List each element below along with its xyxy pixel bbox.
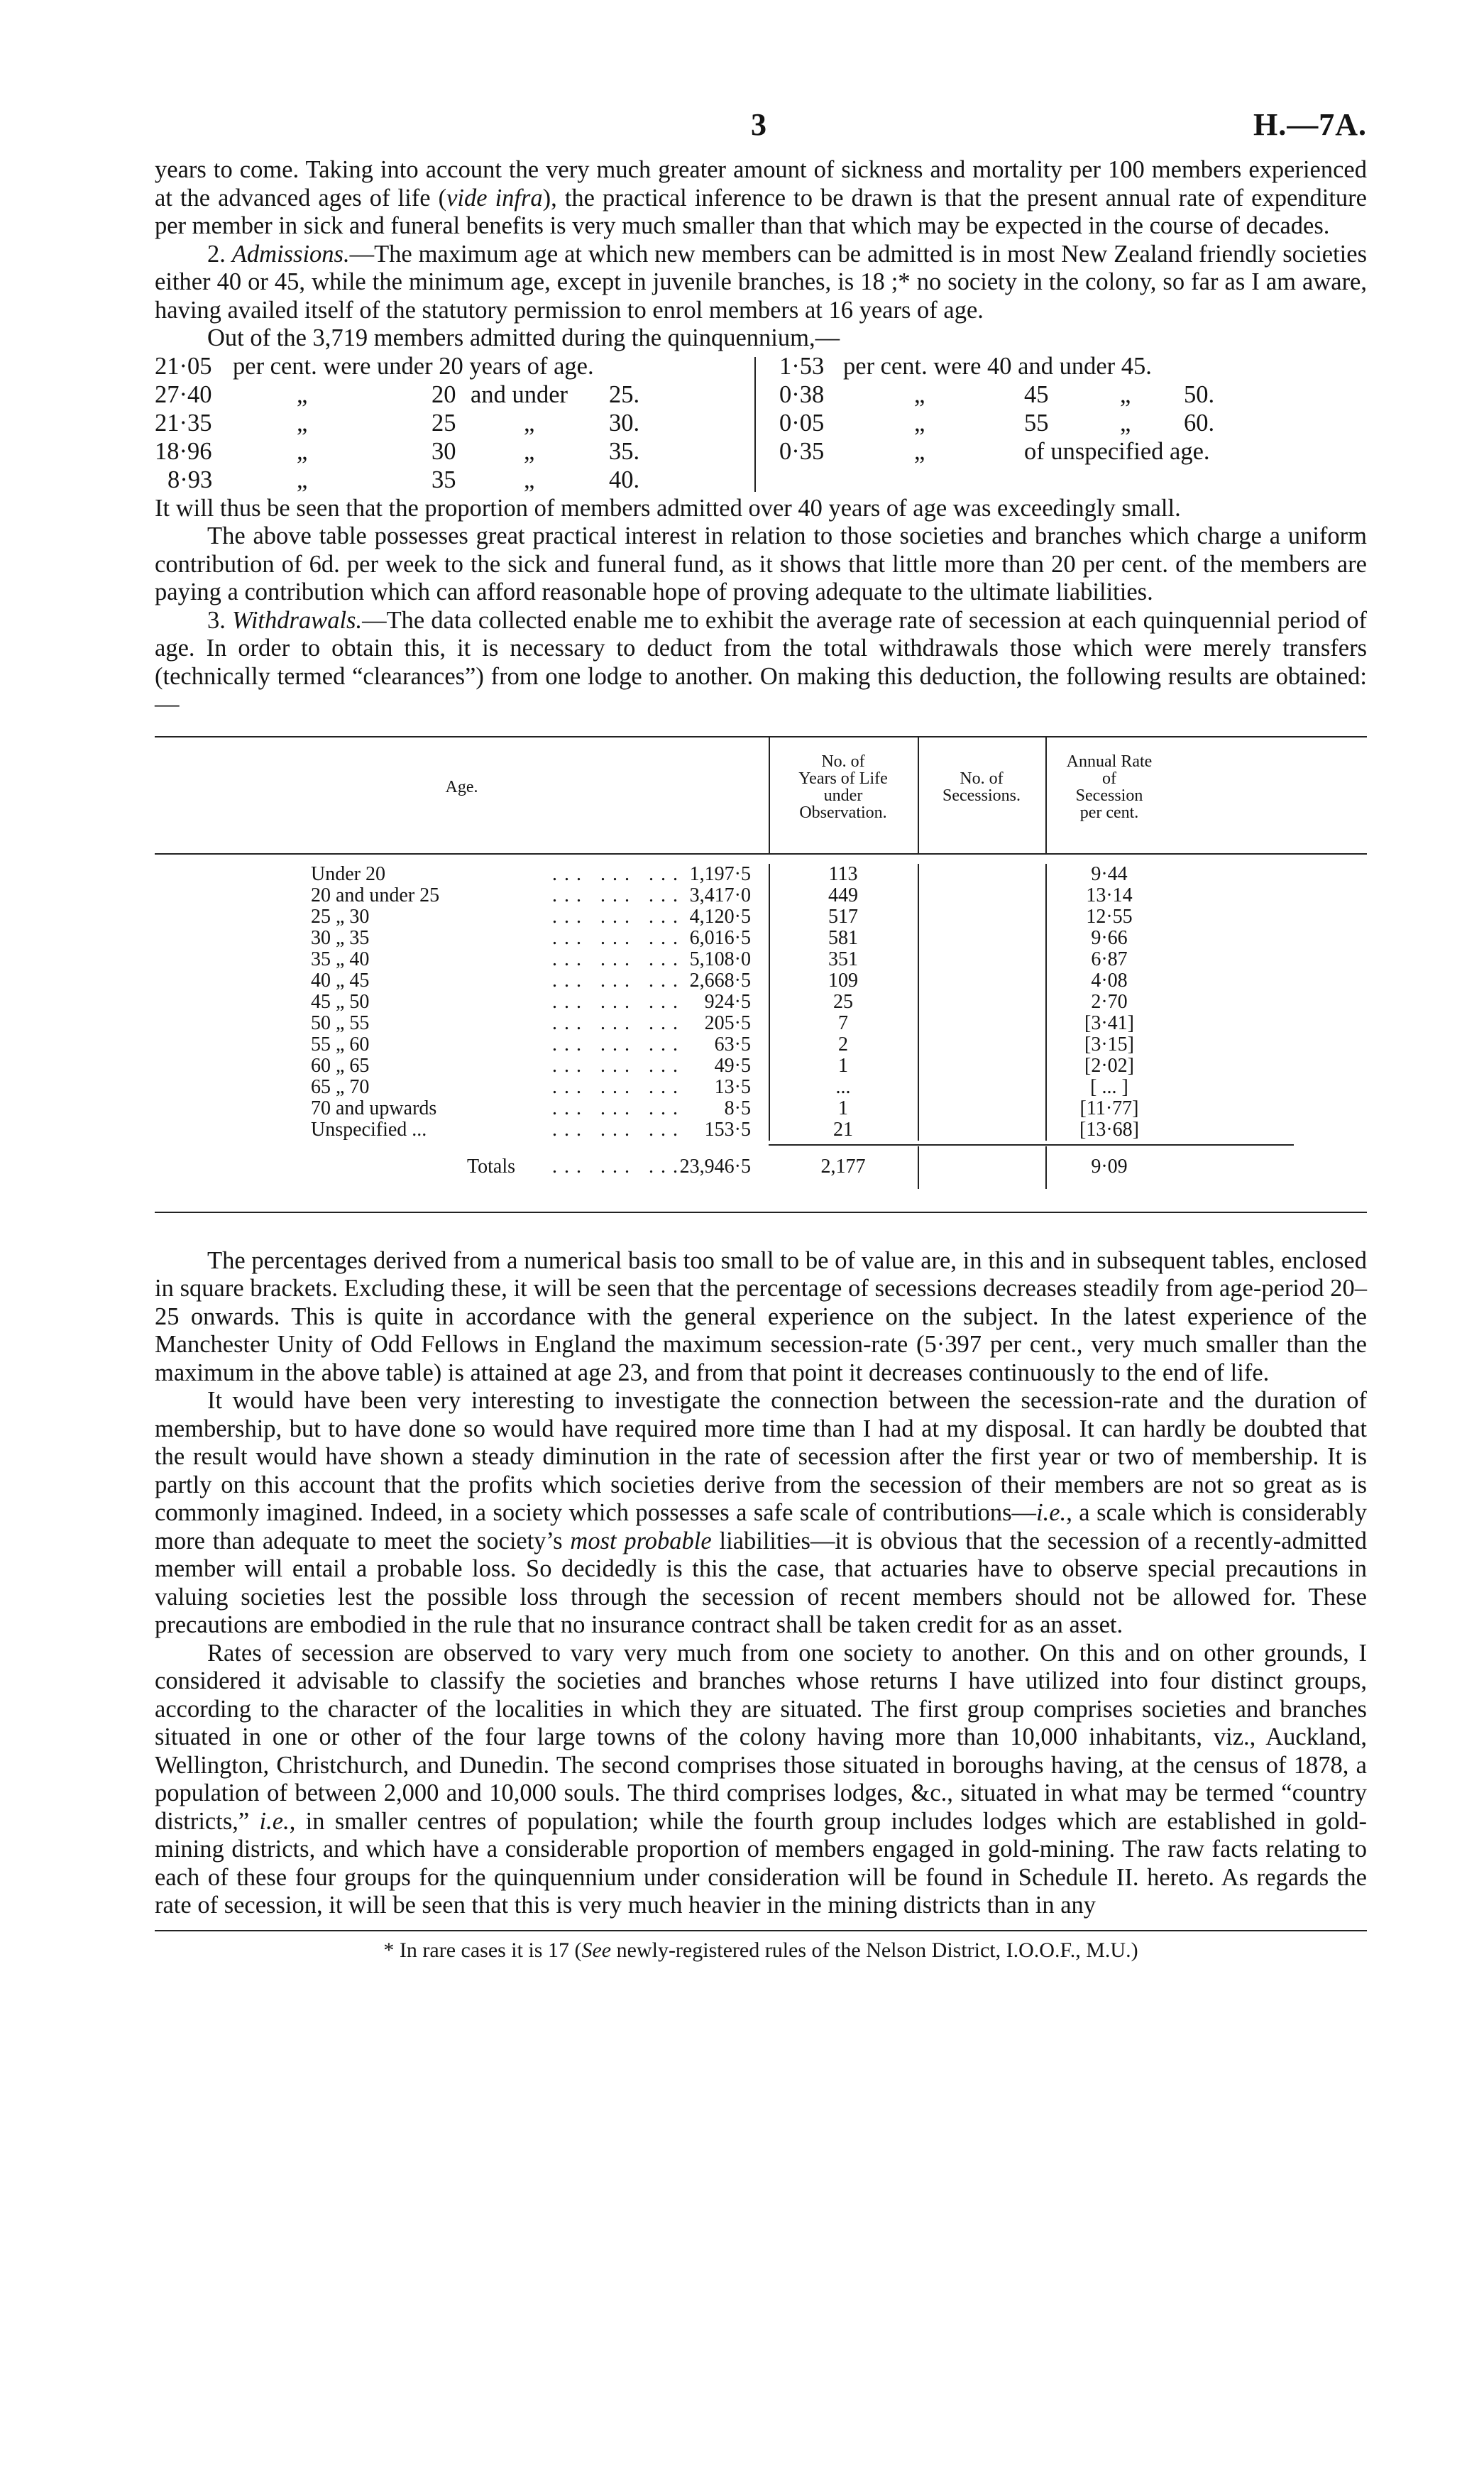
table-row: 55 „ 60 ... ... ... 63·5 2 [3·15] [311,1033,1134,1055]
table-row: 45 „ 50 ... ... ... 924·5 25 2·70 [311,990,1128,1013]
table-row: 30 „ 35 ... ... ... 6,016·5 581 9·66 [311,926,1128,949]
admission-age-table [155,353,1367,495]
brackets-paragraph: The percentages derived from a numerical basis too small to be of value are, in this and in subsequent tables, enclosed in square brackets. Excluding these, it will be seen that the percentage of secessions decreases steadily from age-period 20–25 onwards. This is quite in accordance with the general experience on the subject. In the latest experience of the Manchester Unity of Odd Fellows in England the maximum secession-rate (5·397 per cent., very much smaller than the maximum in the above table) is attained at age 23, and from that point it decreases continuously to the end of life. [155,1246,1367,1386]
admissions-lead: Out of the 3,719 members admitted during the quinquennium,— [207,324,840,351]
secession-table [155,736,1367,1226]
admission-row-right: 0·38 „ 45 „ 50. [779,380,1215,408]
col-header-rate: Annual Rate of Secession per cent. [1066,752,1153,822]
admissions-conclusion: It will thus be seen that the proportion of members admitted over 40 years of age was exceedingly small. [155,494,1181,522]
admission-row-left: 27·40 „ 20 and under 25. [155,380,640,408]
document-reference: H.—7A. [1253,107,1367,142]
admissions-paragraph: 2. Admissions.—The maximum age at which new members can be admitted is in most New Zealand friendly societies either 40 or 45, while the minimum age, except in juvenile branches, is 18 ;* no society in the colony, so far as I am aware, having availed itself of the statutory permission to enrol members at 16 years of age. [155,240,1368,324]
footnote: * In rare cases it is 17 (See newly-registered rules of the Nelson District, I.O.O.F., M.U.) [383,1938,1138,1962]
withdrawals-paragraph: 3. Withdrawals.—The data collected enable me to exhibit the average rate of secession at each quinquennial period of age. In order to obtain this, it is necessary to deduct from the total withdrawals those which were merely transfers (technically termed “clearances”) from one lodge to another. On making this deduction, the following results are obtained:— [155,606,1368,718]
table-row: 40 „ 45 ... ... ... 2,668·5 109 4·08 [311,969,1128,992]
table-bottom-rule [155,1212,1367,1213]
table-row: 70 and upwards ... ... ... 8·5 1 [11·77] [311,1097,1139,1119]
table-row: 25 „ 30 ... ... ... 4,120·5 517 12·55 [311,905,1133,928]
totals-rule [769,1144,1294,1146]
admission-row-left: 18·96 „ 30 „ 35. [155,437,640,465]
groups-paragraph: Rates of secession are observed to vary very much from one society to another. On this and on other grounds, I considered it advisable to classify the societies and branches whose returns I have utilized into four distinct groups, according to the character of the localities in which they are situated. The first group comprises societies and branches situated in one or other of the four large towns of the colony having more than 10,000 inhabitants, viz., Auckland, Wellington, Christchurch, and Dunedin. The second comprises those situated in boroughs having, at the census of 1878, a population of between 2,000 and 10,000 souls. The third comprises lodges, &c., situated in what may be termed “country districts,” i.e., in smaller centres of population; while the fourth group includes lodges which are established in gold-mining districts, and which have a considerable proportion of members engaged in gold-mining. The raw facts relating to each of these four groups for the quinquennium under consideration will be found in Schedule II. hereto. As regards the rate of secession, it will be seen that this is very much heavier in the mining districts than in any [155,1639,1367,1919]
col-header-age: Age. [445,777,478,796]
table-row: Under 20 ... ... ... 1,197·5 113 9·44 [311,862,1128,885]
table-row: 20 and under 25 ... ... ... 3,417·0 449 13·14 [311,884,1133,906]
table-row: 35 „ 40 ... ... ... 5,108·0 351 6·87 [311,948,1128,970]
admission-row-left: 21·05 per cent. were under 20 years of age. [155,352,594,380]
col-header-secessions: No. of Secessions. [942,769,1021,805]
intro-paragraph: years to come. Taking into account the very much greater amount of sickness and mortality per 100 members experienced at the advanced ages of life (vide infra), the practical inference to be drawn is that the present annual rate of expenditure per member in sick and funeral benefits is very much smaller than that which may be expected in the course of decades. [155,156,1367,239]
header-bottom-rule [155,853,1367,855]
document-page [155,106,1367,1963]
page-header [155,106,1367,156]
table-row: 50 „ 55 ... ... ... 205·5 7 [3·41] [311,1011,1134,1034]
table-top-rule [155,736,1367,737]
admission-row-left: 21·35 „ 25 „ 30. [155,409,640,437]
col-header-years: No. of Years of Life under Observation. [798,752,888,822]
page-number: 3 [751,107,766,142]
admission-row-left: 8·93 „ 35 „ 40. [167,466,640,493]
admission-row-right: 1·53 per cent. were 40 and under 45. [779,352,1152,380]
admission-row-right: 0·35 „ of unspecified age. [779,437,1210,465]
interest-paragraph: The above table possesses great practical interest in relation to those societies and branches which charge a uniform contribution of 6d. per week to the sick and funeral fund, as it shows that little more than 20 per cent. of the members are paying a contribution which can afford reasonable hope of proving adequate to the ultimate liabilities. [155,522,1367,605]
footnote-rule [155,1930,1367,1931]
table-row: 65 „ 70 ... ... ... 13·5 ... [ ... ] [311,1075,1128,1098]
table-row: 60 „ 65 ... ... ... 49·5 1 [2·02] [311,1054,1134,1077]
totals-row: Totals ... ... ... 23,946·5 2,177 9·09 [467,1155,1128,1178]
admission-row-right: 0·05 „ 55 „ 60. [779,409,1215,437]
duration-paragraph: It would have been very interesting to investigate the connection between the secession-rate and the duration of membership, but to have done so would have required more time than I had at my disposal. It can hardly be doubted that the result would have shown a steady diminution in the rate of secession after the first year or two of membership. It is partly on this account that the profits which societies derive from the secession of their members are not so great as is commonly imagined. Indeed, in a society which possesses a safe scale of contributions—i.e., a scale which is considerably more than adequate to meet the society’s most probable liabilities—it is obvious that the secession of a recently-admitted member will entail a probable loss. So decidedly is this the case, that actuaries have to observe special precautions in valuing societies lest the possible loss through the secession of recent members should not be allowed for. These precautions are embodied in the rule that no insurance contract shall be taken credit for as an asset. [155,1387,1367,1638]
table-row: Unspecified ... ... ... ... 153·5 21 [13·68] [311,1118,1139,1141]
column-divider [754,357,756,492]
